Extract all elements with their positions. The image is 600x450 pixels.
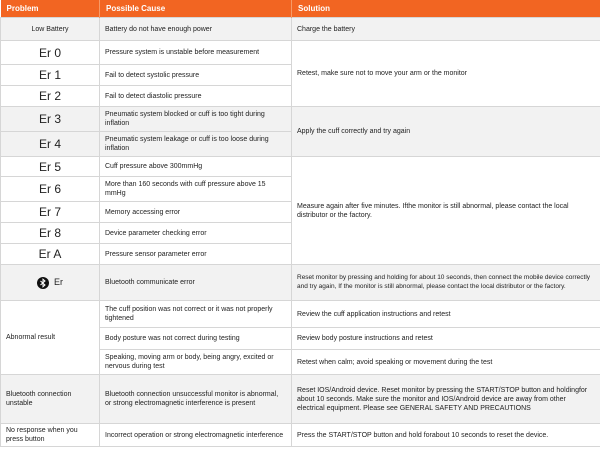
cause-cell: Pressure sensor parameter error (100, 244, 292, 265)
error-code: Er 0 (1, 41, 100, 65)
header-row (1, 0, 600, 18)
table-row (1, 157, 600, 177)
solution-cell: Press the START/STOP button and hold forabout 10 seconds to reset the device. (292, 424, 600, 447)
problem-cell: Abnormal result (1, 301, 100, 375)
solution-cell: Reset IOS/Android device. Reset monitor by pressing the START/STOP button and holdingfor about 10 seconds. Make sure the monitor and IOS/Android device are away from other electrical equipment. Please see GENERAL SAFETY AND PRECAUTIONS (292, 375, 600, 424)
table-row (1, 424, 600, 447)
cause-cell: Body posture was not correct during testing (100, 328, 292, 350)
header-cause: Possible Cause (100, 0, 292, 18)
cause-cell: Fail to detect systolic pressure (100, 65, 292, 86)
error-code: Er 5 (1, 157, 100, 177)
table-row (1, 41, 600, 65)
cause-cell: Memory accessing error (100, 202, 292, 223)
cause-cell: More than 160 seconds with cuff pressure above 15 mmHg (100, 177, 292, 202)
solution-cell: Review the cuff application instructions and retest (292, 301, 600, 328)
solution-cell: Review body posture instructions and retest (292, 328, 600, 350)
cause-cell: Speaking, moving arm or body, being angry, excited or nervous during test (100, 350, 292, 375)
bluetooth-icon (37, 277, 49, 289)
cause-cell: Pressure system is unstable before measurement (100, 41, 292, 65)
error-code: Er 6 (1, 177, 100, 202)
problem-cell: No response when you press button (1, 424, 100, 447)
cause-cell: Battery do not have enough power (100, 18, 292, 41)
table-row (1, 265, 600, 301)
header-problem: Problem (1, 0, 100, 18)
solution-cell: Retest, make sure not to move your arm or the monitor (292, 41, 600, 107)
solution-cell: Charge the battery (292, 18, 600, 41)
cause-cell: Device parameter checking error (100, 223, 292, 244)
problem-cell: Low Battery (1, 18, 100, 41)
error-code: Er 8 (1, 223, 100, 244)
cause-cell: Pneumatic system leakage or cuff is too loose during inflation (100, 132, 292, 157)
header-solution: Solution (292, 0, 600, 18)
problem-cell (1, 265, 100, 301)
error-code: Er A (1, 244, 100, 265)
cause-cell: Fail to detect diastolic pressure (100, 86, 292, 107)
error-code: Er 3 (1, 107, 100, 132)
table-row (1, 301, 600, 328)
cause-cell: Bluetooth communicate error (100, 265, 292, 301)
solution-cell: Measure again after five minutes. Ifthe monitor is still abnormal, please contact the local distributor or the factory. (292, 157, 600, 265)
solution-cell: Reset monitor by pressing and holding for about 10 seconds, then connect the mobile device correctly and try again, If the monitor is still abnormal, please contact the local distributor or the factory. (292, 265, 600, 301)
error-code: Er 4 (1, 132, 100, 157)
cause-cell: Incorrect operation or strong electromagnetic interference (100, 424, 292, 447)
cause-cell: Cuff pressure above 300mmHg (100, 157, 292, 177)
error-code: Er 1 (1, 65, 100, 86)
cause-cell: Pneumatic system blocked or cuff is too tight during inflation (100, 107, 292, 132)
problem-cell: Bluetooth connection unstable (1, 375, 100, 424)
solution-cell: Retest when calm; avoid speaking or movement during the test (292, 350, 600, 375)
error-code: Er 7 (1, 202, 100, 223)
cause-cell: Bluetooth connection unsuccessful monitor is abnormal, or strong electromagnetic interference is present (100, 375, 292, 424)
table-row (1, 375, 600, 424)
error-code: Er 2 (1, 86, 100, 107)
error-code: Er (54, 277, 63, 287)
table-row (1, 107, 600, 132)
table-row (1, 18, 600, 41)
cause-cell: The cuff position was not correct or it was not properly tightened (100, 301, 292, 328)
solution-cell: Apply the cuff correctly and try again (292, 107, 600, 157)
